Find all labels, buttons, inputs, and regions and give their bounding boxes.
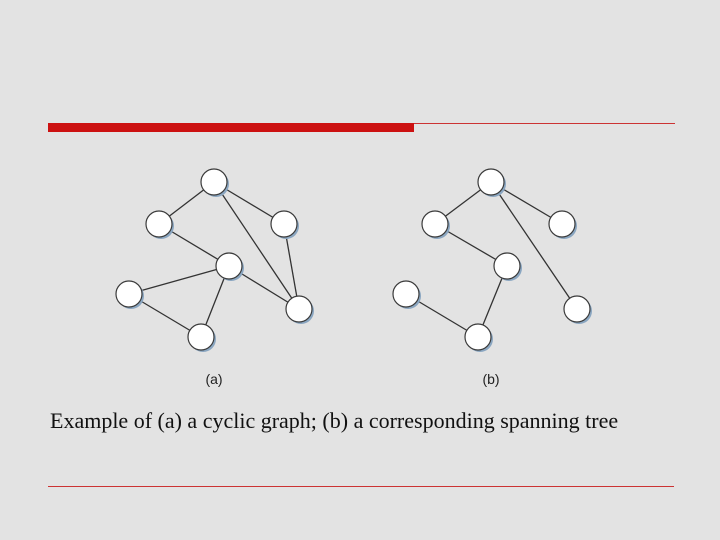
figure-label-b: (b) [482, 371, 500, 387]
tree-node [549, 211, 575, 237]
graph-node [286, 296, 312, 322]
tree-node [393, 281, 419, 307]
tree-node [564, 296, 590, 322]
tree-node [494, 253, 520, 279]
tree-node [422, 211, 448, 237]
graph-node [188, 324, 214, 350]
graph-node [201, 169, 227, 195]
tree-node [478, 169, 504, 195]
graph-edge [129, 266, 229, 294]
tree-edge [491, 182, 577, 309]
cyclic-graph [116, 169, 314, 387]
footer-rule [48, 486, 674, 487]
graph-node [216, 253, 242, 279]
graph-node [271, 211, 297, 237]
slide-caption: Example of (a) a cyclic graph; (b) a corresponding spanning tree [50, 408, 619, 433]
graph-edge [214, 182, 299, 309]
graph-node [146, 211, 172, 237]
graph-node [116, 281, 142, 307]
figure-label-a: (a) [205, 371, 223, 387]
spanning-tree [393, 169, 592, 387]
tree-node [465, 324, 491, 350]
